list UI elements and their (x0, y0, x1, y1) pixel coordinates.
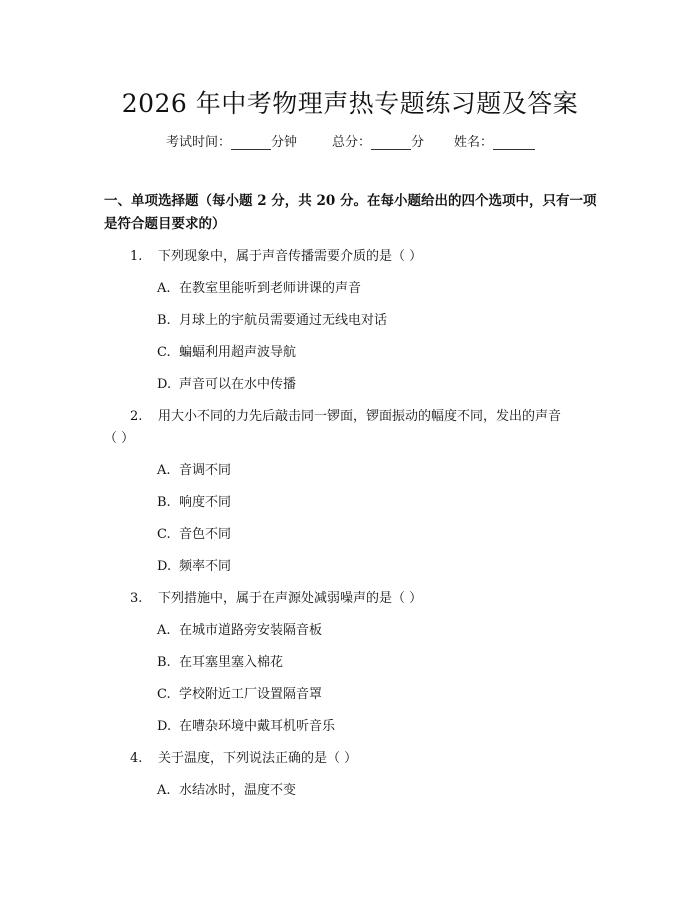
name-field (454, 131, 535, 150)
option-text: 水结冰时，温度不变 (179, 783, 297, 798)
option-3d (157, 715, 335, 734)
option-text: 音色不同 (179, 527, 232, 542)
question-number: 2. (130, 409, 143, 424)
option-2a (157, 459, 231, 478)
option-letter: D. (157, 559, 172, 574)
time-unit: 分钟 (271, 135, 298, 150)
option-letter: C. (157, 687, 171, 702)
question-text: 关于温度，下列说法正确的是（ ） (158, 751, 358, 766)
question-4 (130, 747, 357, 766)
option-letter: A. (157, 623, 171, 638)
option-text: 学校附近工厂设置隔音罩 (179, 687, 323, 702)
option-3c (157, 683, 322, 702)
time-label: 考试时间： (166, 135, 232, 150)
name-blank (493, 135, 535, 150)
option-text: 声音可以在水中传播 (179, 377, 297, 392)
option-letter: B. (157, 313, 171, 328)
option-letter: B. (157, 655, 171, 670)
time-field (166, 131, 297, 150)
option-3a (157, 619, 322, 638)
option-letter: D. (157, 719, 172, 734)
time-blank (231, 135, 271, 150)
option-letter: C. (157, 527, 171, 542)
option-2d (157, 555, 231, 574)
question-number: 3. (130, 591, 143, 606)
score-label: 总分： (332, 135, 372, 150)
score-field (332, 131, 424, 150)
question-number: 4. (130, 751, 143, 766)
option-text: 在耳塞里塞入棉花 (179, 655, 284, 670)
option-letter: D. (157, 377, 172, 392)
option-1a (157, 277, 361, 296)
question-number: 1. (130, 249, 143, 264)
option-text: 在城市道路旁安装隔音板 (179, 623, 323, 638)
name-label: 姓名： (454, 135, 494, 150)
question-2-continuation: （ ） (104, 431, 135, 446)
option-letter: A. (157, 463, 171, 478)
question-3 (130, 587, 422, 606)
question-2 (130, 405, 561, 424)
option-text: 频率不同 (179, 559, 232, 574)
section-heading: 一、单项选择题（每小题 2 分，共 20 分。在每小题给出的四个选项中，只有一项是符合题目要求的） (104, 193, 597, 232)
option-2c (157, 523, 231, 542)
question-text: 下列现象中，属于声音传播需要介质的是（ ） (158, 249, 423, 264)
option-1d (157, 373, 296, 392)
option-letter: B. (157, 495, 171, 510)
option-text: 响度不同 (179, 495, 232, 510)
option-2b (157, 491, 231, 510)
question-text: 下列措施中，属于在声源处减弱噪声的是（ ） (158, 591, 423, 606)
option-1b (157, 309, 387, 328)
option-letter: A. (157, 783, 171, 798)
option-text: 蝙蝠利用超声波导航 (179, 345, 297, 360)
option-text: 在教室里能听到老师讲课的声音 (179, 281, 362, 296)
question-text: 用大小不同的力先后敲击同一锣面，锣面振动的幅度不同，发出的声音 (158, 409, 562, 424)
score-blank (371, 135, 411, 150)
page-title: 2026 年中考物理声热专题练习题及答案 (121, 89, 579, 118)
option-text: 月球上的宇航员需要通过无线电对话 (179, 313, 388, 328)
option-text: 在嘈杂环境中戴耳机听音乐 (179, 719, 336, 734)
option-letter: A. (157, 281, 171, 296)
option-letter: C. (157, 345, 171, 360)
score-unit: 分 (411, 135, 425, 150)
option-1c (157, 341, 296, 360)
option-text: 音调不同 (179, 463, 232, 478)
option-3b (157, 651, 283, 670)
question-1 (130, 245, 422, 264)
option-4a (157, 779, 296, 798)
